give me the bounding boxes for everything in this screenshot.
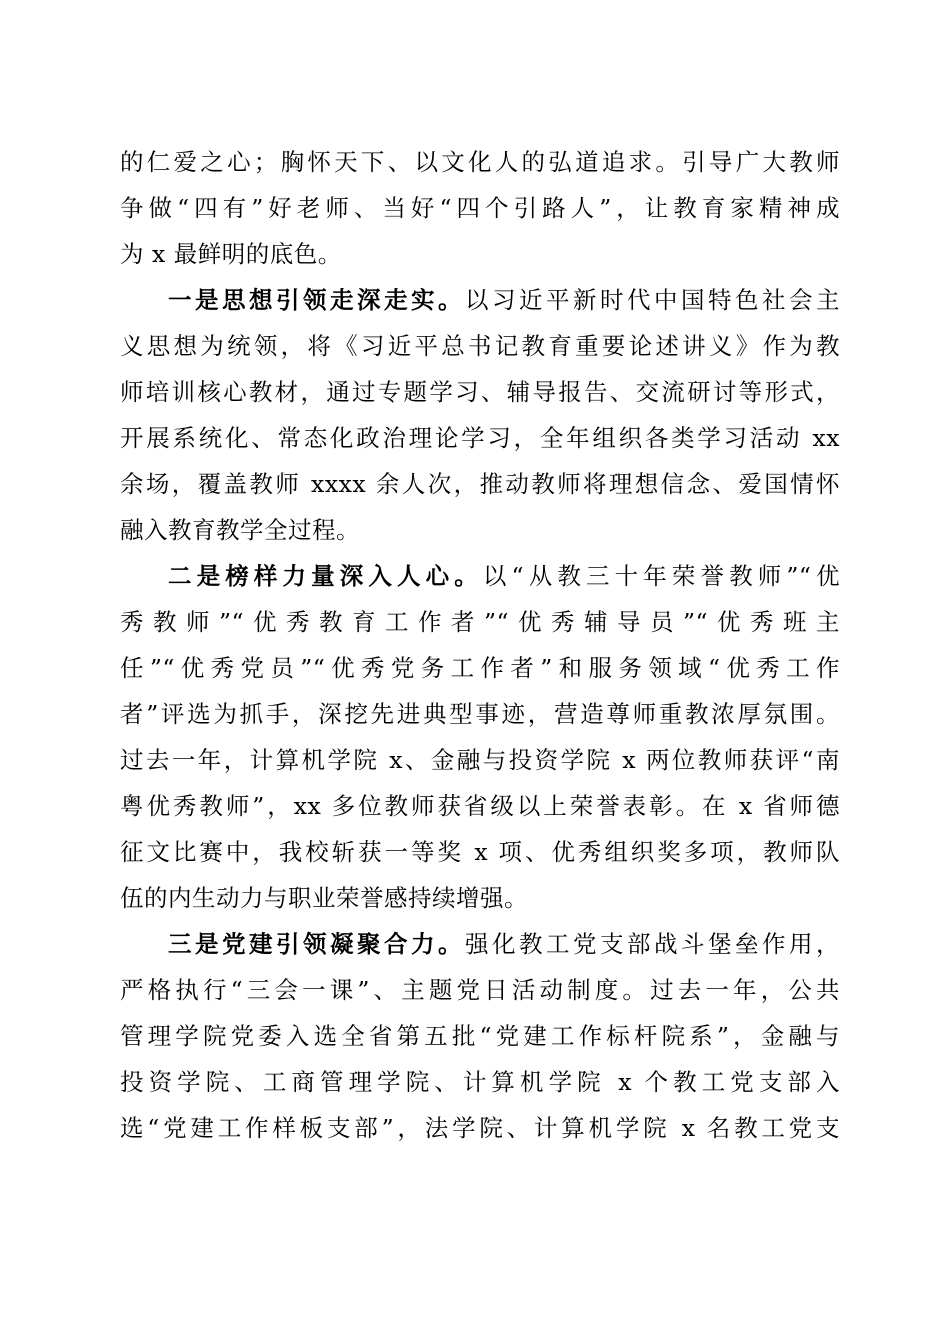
section-three-heading: 三是党建引领凝聚合力。 (168, 930, 465, 958)
body-text-line: 严格执行“三会一课”、主题党日活动制度。过去一年，公共 (120, 976, 840, 1004)
section-one-first-line (168, 280, 840, 320)
body-text-line: 管理学院党委入选全省第五批“党建工作标杆院系”，金融与 (120, 1022, 840, 1050)
body-text-line: 义思想为统领，将《习近平总书记教育重要论述讲义》作为教 (120, 332, 840, 360)
body-text-line: 任”“优秀党员”“优秀党务工作者”和服务领域“优秀工作 (120, 654, 840, 682)
body-text-line: 粤优秀教师”，xx 多位教师获省级以上荣誉表彰。在 x 省师德 (120, 792, 840, 820)
body-text-line: 征文比赛中，我校斩获一等奖 x 项、优秀组织奖多项，教师队 (120, 838, 840, 866)
body-text-line: 余场，覆盖教师 xxxx 余人次，推动教师将理想信念、爱国情怀 (120, 470, 840, 498)
section-two-first-line (168, 556, 840, 596)
body-text-line: 过去一年，计算机学院 x、金融与投资学院 x 两位教师获评“南 (120, 746, 840, 774)
body-text-line: 秀教师”“优秀教育工作者”“优秀辅导员”“优秀班主 (120, 608, 840, 636)
section-three-first-line-text: 强化教工党支部战斗堡垒作用， (465, 930, 840, 958)
body-text-line: 融入教育教学全过程。 (120, 516, 360, 544)
body-text-line: 投资学院、工商管理学院、计算机学院 x 个教工党支部入 (120, 1068, 840, 1096)
section-three-first-line (168, 924, 840, 964)
section-two-first-line-text: 以“从教三十年荣誉教师”“优 (482, 562, 841, 590)
body-text-line: 开展系统化、常态化政治理论学习，全年组织各类学习活动 xx (120, 424, 840, 452)
body-text-line: 伍的内生动力与职业荣誉感持续增强。 (120, 884, 528, 912)
body-text-line: 争做“四有”好老师、当好“四个引路人”，让教育家精神成 (120, 194, 840, 222)
body-text-line: 者”评选为抓手，深挖先进典型事迹，营造尊师重教浓厚氛围。 (120, 700, 840, 728)
section-one-first-line-text: 以习近平新时代中国特色社会主 (465, 286, 840, 314)
body-text-line: 为 x 最鲜明的底色。 (120, 240, 342, 268)
body-text-line: 师培训核心教材，通过专题学习、辅导报告、交流研讨等形式， (120, 378, 840, 406)
body-text-line: 的仁爱之心；胸怀天下、以文化人的弘道追求。引导广大教师 (120, 148, 840, 176)
section-one-heading: 一是思想引领走深走实。 (168, 286, 465, 314)
body-text-line: 选“党建工作样板支部”，法学院、计算机学院 x 名教工党支 (120, 1114, 840, 1142)
section-two-heading: 二是榜样力量深入人心。 (168, 562, 483, 590)
